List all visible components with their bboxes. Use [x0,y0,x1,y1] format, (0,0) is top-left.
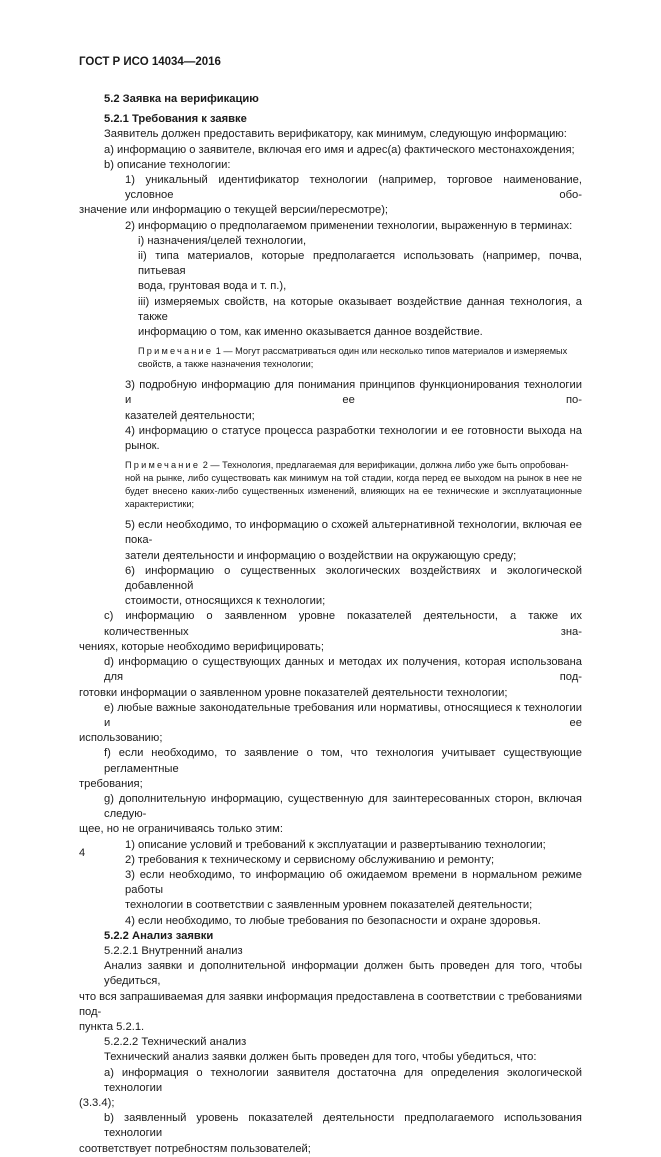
list-item: i) назначения/целей технологии, [138,234,307,247]
list-item-cont: (3.3.4); [79,1096,115,1109]
section-heading: 5.2 Заявка на верификацию [104,93,259,105]
list-item: a) информацию о заявителе, включая его имя и адрес(а) фактического местонахождения; [104,143,575,156]
list-item-cont: вода, грунтовая вода и т. п.), [138,280,287,293]
document-header: ГОСТ Р ИСО 14034—2016 [79,56,221,68]
note-label: Примечание [138,346,214,357]
subsection-heading: 5.2.1 Требования к заявке [104,113,247,126]
list-item: 6) информацию о существенных экологических воздействиях и экологической добавленной [125,564,582,593]
list-item: b) заявленный уровень показателей деятельности предполагаемого использования технологии [104,1112,582,1140]
list-item: e) любые важные законодательные требования или нормативы, относящиеся к технологии и ее [104,701,582,729]
list-item: iii) измеряемых свойств, на которые оказывает воздействие данная технология, а также [138,295,582,323]
note-cont: характеристики; [125,499,195,510]
list-item-cont: затели деятельности и информацию о воздействии на окружающую среду; [125,549,517,562]
list-item: d) информацию о существующих данных и методах их получения, которая использована для под- [104,656,582,684]
list-item: 2) требования к техническому и сервисному обслуживанию и ремонту; [125,853,495,866]
list-item: 1) описание условий и требований к эксплуатации и развертыванию технологии; [125,838,546,851]
list-item-cont: казателей деятельности; [125,409,255,422]
note-cont: свойств, а также назначения технологии; [138,359,314,370]
paragraph-cont: что вся запрашиваемая для заявки информация предоставлена в соответствии с требованиями под- [79,990,582,1018]
list-item: 4) информацию о статусе процесса разработки технологии и ее готовности выхода на рынок. [125,424,582,453]
note-text: 1 — Могут рассматриваться один или несколько типов материалов и измеряемых [213,346,568,357]
list-item: 5) если необходимо, то информацию о схожей альтернативной технологии, включая ее пока- [125,519,582,547]
document-body [79,92,582,1157]
paragraph-cont: пункта 5.2.1. [79,1020,145,1033]
list-item-cont: щее, но не ограничиваясь только этим: [79,823,283,836]
list-item: a) информация о технологии заявителя достаточна для определения экологической технологии [104,1066,582,1094]
list-item-cont: стоимости, относящихся к технологии; [125,595,326,608]
list-item-cont: использованию; [79,732,163,745]
list-item: 1) уникальный идентификатор технологии (например, торговое наименование, условное обо- [125,174,582,202]
note-text: 2 — Технология, предлагаемая для верификации, должна либо уже быть опробован- [200,460,569,471]
note [79,345,582,358]
list-item: b) описание технологии: [104,158,231,171]
list-item: f) если необходимо, то заявление о том, что технология учитывает существующие регламентные [104,747,582,775]
list-item-cont: технологии в соответствии с заявленным уровнем показателей деятельности; [125,899,533,912]
subsubsection-heading: 5.2.2.2 Технический анализ [104,1036,247,1049]
list-item: 2) информацию о предполагаемом применении технологии, выраженную в терминах: [125,219,573,232]
paragraph: Технический анализ заявки должен быть проведен для того, чтобы убедиться, что: [104,1051,537,1064]
list-item: ii) типа материалов, которые предполагается использовать (например, почва, питьевая [138,250,582,278]
note-label: Примечание [125,460,201,471]
list-item: 4) если необходимо, то любые требования по безопасности и охране здоровья. [125,914,541,927]
paragraph: Анализ заявки и дополнительной информации должен быть проведен для того, чтобы убедиться, [104,960,582,988]
note-cont: будет внесено каких-либо существенных изменений, влияющих на ее технические и эксплуатационные [125,486,582,497]
list-item-cont: соответствует потребностям пользователей; [79,1142,311,1155]
paragraph: Заявитель должен предоставить верификатору, как минимум, следующую информацию: [104,128,567,141]
note [79,459,582,472]
list-item-cont: чениях, которые необходимо верифицировать; [79,640,324,653]
subsubsection-heading: 5.2.2.1 Внутренний анализ [104,944,243,957]
list-item-cont: значение или информацию о текущей версии/пересмотре); [79,204,389,217]
list-item: g) дополнительную информацию, существенную для заинтересованных сторон, включая следую- [104,792,582,821]
list-item-cont: информацию о том, как именно оказывается данное воздействие. [138,326,483,339]
list-item: 3) если необходимо, то информацию об ожидаемом времени в нормальном режиме работы [125,868,582,897]
page-number: 4 [79,847,86,859]
list-item-cont: требования; [79,777,143,790]
list-item-cont: готовки информации о заявленном уровне показателей деятельности технологии; [79,686,508,699]
subsection-heading: 5.2.2 Анализ заявки [104,929,214,942]
list-item: c) информацию о заявленном уровне показателей деятельности, а также их количественных зна- [104,610,582,638]
list-item: 3) подробную информацию для понимания принципов функционирования технологии и ее по- [125,379,582,407]
note-cont: ной на рынке, либо существовать как минимум на той стадии, когда перед ее выходом на рынок в нее не [125,473,582,484]
